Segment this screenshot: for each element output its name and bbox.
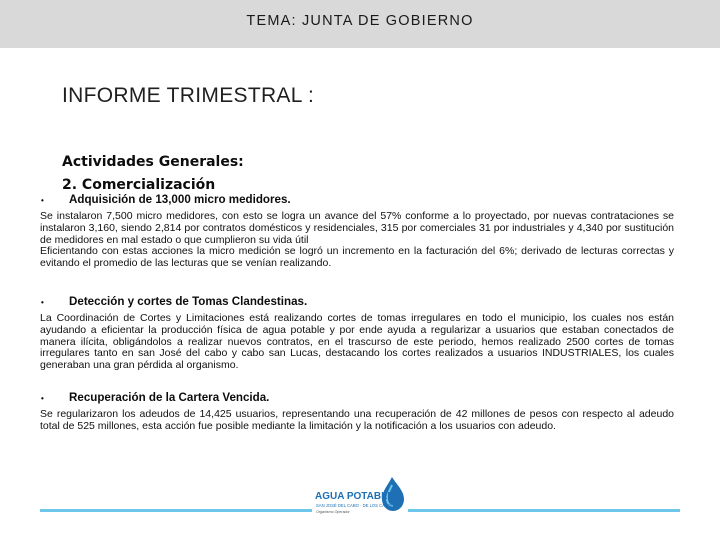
logo-text-main: AGUA POTABLE	[315, 491, 394, 502]
header-title: TEMA: JUNTA DE GOBIERNO	[246, 13, 474, 29]
item-heading-text: Recuperación de la Cartera Vencida.	[69, 391, 270, 404]
paragraph: Eficientando con estas acciones la micro medición se logró un incremento en la facturación del 6%; derivado de lecturas correctas y evitando el promedio de las lecturas que se venían realizando.	[40, 245, 674, 270]
paragraph: La Coordinación de Cortes y Limitaciones está realizando cortes de tomas irregulares en todo el municipio, los cuales nos están ayudando a eficientar la producción física de agua potable y por ende ayuda a regularizar a usuarios que estaban conectados de manera ilícita, obligándolos a realizar nuevos contratos, en el trascurso de este periodo, hemos realizado 2500 cortes de tomas irregulares tanto en san José del cabo y cabo san Lucas, destacando los cortes realizados a usuarios INDUSTRIALES, los cuales generaban una gran pérdida al organismo.	[40, 312, 674, 372]
item-heading-micromedidores	[40, 193, 674, 206]
report-title: INFORME TRIMESTRAL :	[62, 84, 315, 107]
section-heading-line1: Actividades Generales:	[62, 154, 244, 170]
section-heading-line2: 2. Comercialización	[62, 177, 216, 193]
bullet-icon: •	[41, 196, 44, 205]
logo-text-sub: SAN JOSÉ DEL CABO · DE LOS CABOS	[316, 503, 394, 508]
paragraph: Se regularizaron los adeudos de 14,425 usuarios, representando una recuperación de 42 millones de pesos con respecto al adeudo total de 525 millones, esta acción fue posible mediante la limitación y la notificación a los usuarios con adeudo.	[40, 408, 674, 432]
item-heading-text: Adquisición de 13,000 micro medidores.	[69, 193, 291, 206]
bullet-icon: •	[41, 394, 44, 403]
header-bar	[0, 0, 720, 48]
item-body-micromedidores	[40, 211, 674, 270]
paragraph: Se instalaron 7,500 micro medidores, con esto se logra un avance del 57% conforme a lo proyectado, por nuevas contrataciones se instalaron 3,160, siendo 2,814 por contratos domésticos y residenciales, 315 por comerciales 31 por industriales y 4,340 por sustitución de medidores en mal estado o que cumplieron su vida útil	[40, 210, 674, 246]
bullet-icon: •	[41, 298, 44, 307]
item-heading-cartera-vencida	[40, 391, 674, 404]
item-heading-text: Detección y cortes de Tomas Clandestinas.	[69, 295, 308, 308]
item-body-cartera-vencida	[40, 409, 674, 433]
logo-text-org: Organismo Operador	[316, 510, 350, 514]
item-heading-tomas-clandestinas	[40, 295, 674, 308]
item-body-tomas-clandestinas	[40, 313, 674, 372]
section-heading	[62, 151, 244, 197]
agua-potable-logo	[312, 473, 408, 523]
